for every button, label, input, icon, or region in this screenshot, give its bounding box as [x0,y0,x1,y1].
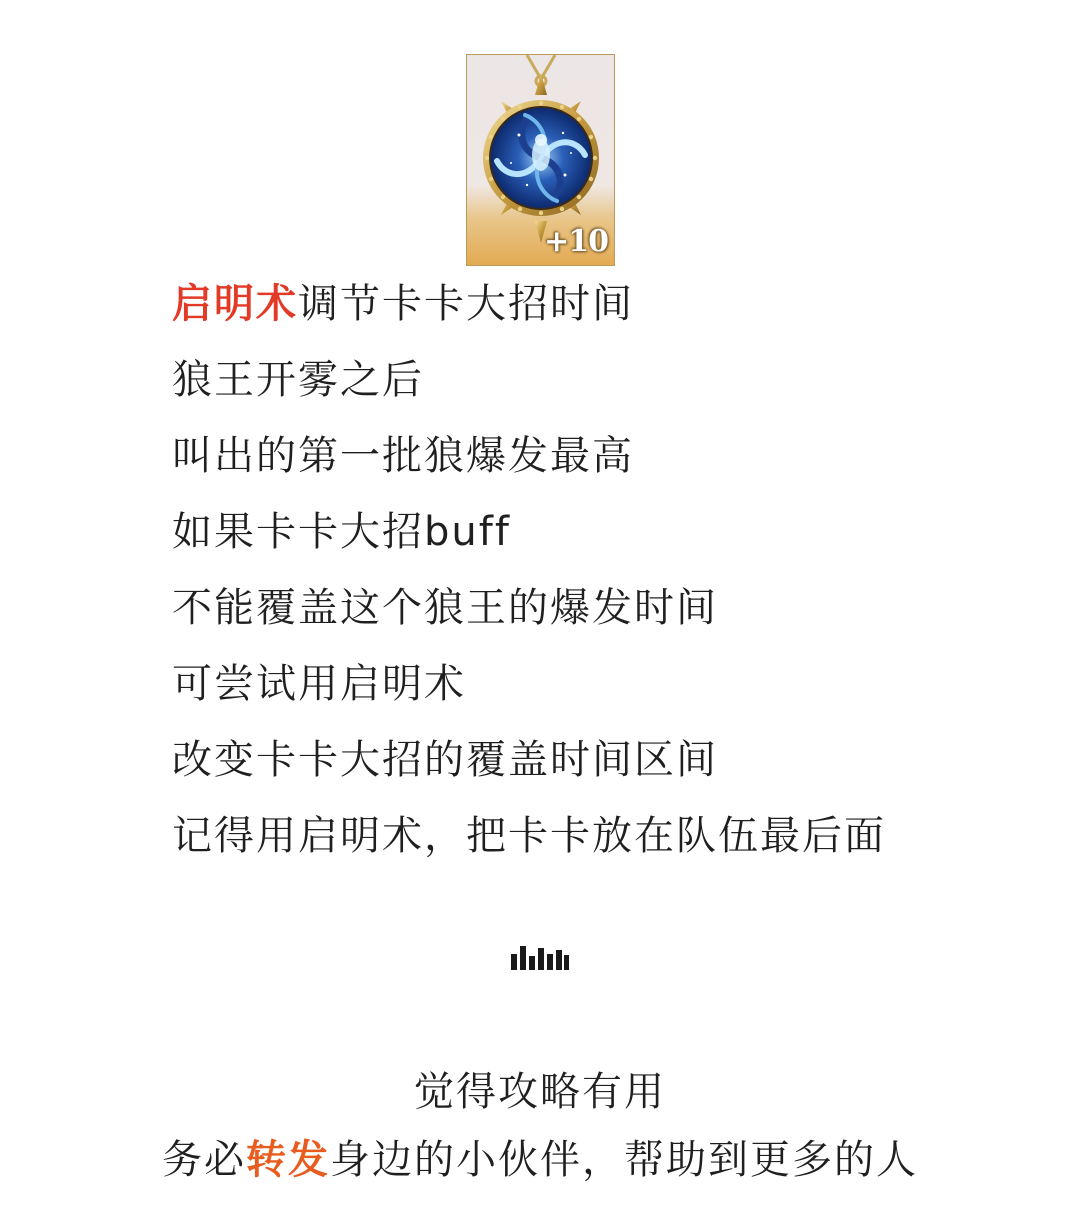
guide-line-4: 如果卡卡大招buff [172,509,511,555]
guide-line-1-text: 调节卡卡大招时间 [298,281,634,327]
guide-line-3: 叫出的第一批狼爆发最高 [172,433,634,479]
guide-line-7: 改变卡卡大招的覆盖时间区间 [172,737,718,783]
upgrade-level-badge: +10 [544,224,608,259]
guide-line-1 [172,274,1032,350]
footer-line-2 [0,1130,1080,1190]
bar-divider-icon [511,946,569,970]
guide-text [172,274,1032,882]
guide-line-6: 可尝试用启明术 [172,661,466,707]
guide-line-8: 记得用启明术，把卡卡放在队伍最后面 [172,813,886,859]
footer-line-1: 觉得攻略有用 [414,1069,666,1115]
footer-line-2-suffix: 身边的小伙伴，帮助到更多的人 [330,1137,918,1183]
item-card [466,54,615,266]
guide-line-5: 不能覆盖这个狼王的爆发时间 [172,585,718,631]
footer-line-2-prefix: 务必 [162,1137,246,1183]
guide-line-2: 狼王开雾之后 [172,357,424,403]
skill-name-highlight: 启明术 [172,281,298,327]
share-highlight: 转发 [246,1137,330,1183]
